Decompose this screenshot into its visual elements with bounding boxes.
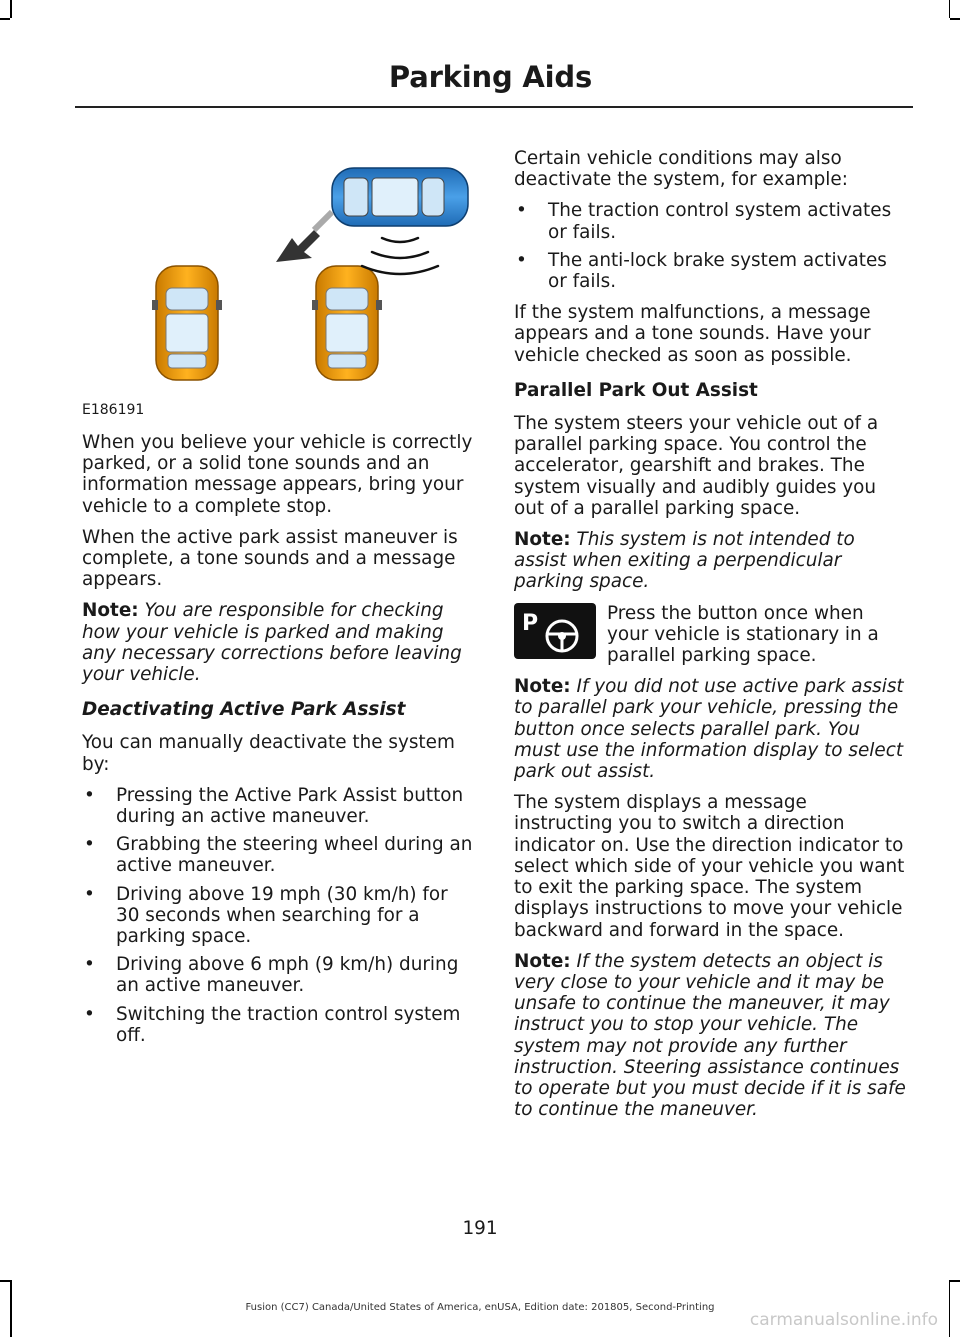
note (82, 600, 474, 685)
list-item: • The anti-lock brake system activates or fails. (514, 250, 906, 292)
crop-mark (950, 1280, 960, 1282)
crop-mark (949, 0, 951, 18)
paragraph: When the active park assist maneuver is complete, a tone sounds and a message appears. (82, 526, 458, 591)
paragraph: Certain vehicle conditions may also deactivate the system, for example: (514, 148, 848, 191)
watermark: carmanualsonline.info (749, 1310, 938, 1330)
note-text: If you did not use active park assist to parallel park your vehicle, pressing the button once selects parallel park. You must use the information display to select park out assist. (514, 676, 904, 783)
parking-scene-image (82, 150, 478, 418)
sensor-waves (362, 238, 438, 274)
direction-arrow-icon (276, 212, 332, 262)
figure-label: E186191 (82, 402, 145, 418)
crop-mark (0, 1280, 10, 1282)
note-text: If the system detects an object is very close to your vehicle and it may be unsafe to continue the maneuver, it may instruct you to stop your vehicle. The system may not provide any further instruction. Steering assistance continues to operate but you must decide if it is safe to continue the maneuver. (514, 950, 906, 1121)
note (514, 529, 906, 593)
note-text: You are responsible for checking how your vehicle is parked and making any necessary corrections before leaving your vehicle. (82, 600, 462, 686)
paragraph: When you believe your vehicle is correctly parked, or a solid tone sounds and an information message appears, bring your vehicle to a complete stop. (82, 432, 473, 517)
list-item: • Driving above 6 mph (9 km/h) during an active maneuver. (82, 954, 474, 996)
exiting-car (332, 168, 468, 226)
header-divider (75, 106, 913, 108)
note-label: Note: (514, 529, 571, 551)
parked-car-left (152, 266, 222, 380)
list-item: • Grabbing the steering wheel during an active maneuver. (82, 834, 474, 876)
list-item: • The traction control system activates or fails. (514, 200, 906, 242)
crop-mark (950, 18, 960, 20)
note-label: Note: (514, 950, 571, 972)
svg-text:P: P (522, 610, 539, 636)
list-item: • Driving above 19 mph (30 km/h) for 30 seconds when searching for a parking space. (82, 884, 474, 948)
crop-mark (0, 18, 10, 20)
bullet-list (82, 785, 474, 1046)
paragraph: The system displays a message instructing you to switch a direction indicator on. Use the direction indicator to select which side of your vehicle you want to exit the parking space. The system displays instructions to move your vehicle backward and forward in the space. (514, 792, 905, 941)
right-column (514, 148, 906, 1130)
bullet-list (514, 200, 906, 292)
footer-edition: Fusion (CC7) Canada/United States of America, enUSA, Edition date: 201805, Second-Printing (245, 1302, 715, 1313)
section-heading: Deactivating Active Park Assist (82, 699, 406, 721)
left-column (82, 432, 474, 1056)
parking-illustration (82, 150, 478, 418)
crop-mark (10, 0, 12, 18)
paragraph: You can manually deactivate the system by: (82, 732, 455, 775)
list-item: • Switching the traction control system off. (82, 1004, 474, 1046)
button-instruction (514, 603, 906, 667)
icon-description: Press the button once when your vehicle is stationary in a parallel parking space. (607, 602, 879, 667)
list-item: • Pressing the Active Park Assist button during an active maneuver. (82, 785, 474, 827)
paragraph: If the system malfunctions, a message appears and a tone sounds. Have your vehicle checked as soon as possible. (514, 302, 871, 366)
note (514, 676, 906, 782)
note (514, 951, 906, 1121)
section-heading: Parallel Park Out Assist (514, 379, 758, 401)
note-label: Note: (82, 600, 139, 622)
note-text: This system is not intended to assist when exiting a perpendicular parking space. (514, 529, 855, 593)
page-title: Parking Aids (388, 60, 592, 94)
note-label: Note: (514, 676, 571, 698)
paragraph: The system steers your vehicle out of a parallel parking space. You control the accelerator, gearshift and brakes. The system visually and audibly guides you out of a parallel parking space. (514, 413, 879, 519)
park-assist-steering-icon (514, 603, 596, 659)
parked-car-right (312, 266, 382, 380)
page-number: 191 (462, 1218, 498, 1239)
